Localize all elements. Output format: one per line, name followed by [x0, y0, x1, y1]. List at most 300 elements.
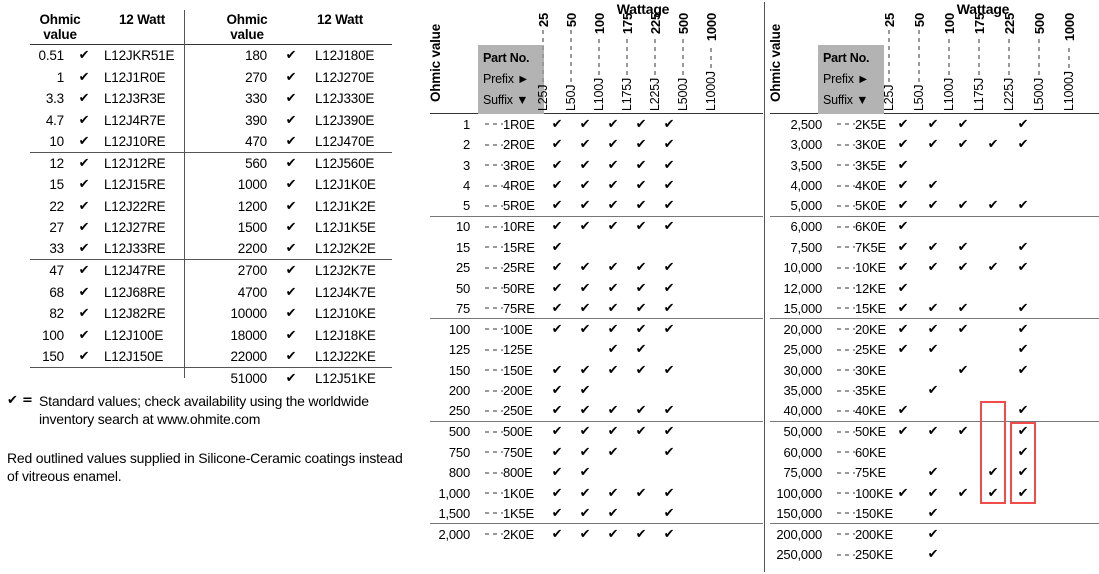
ohmic-value-cell: 47	[49, 263, 64, 279]
check-cell: ✔	[663, 321, 675, 337]
check-cell: ✔	[579, 137, 591, 153]
check-cell: ✔	[579, 198, 591, 214]
dash-leader	[654, 37, 656, 75]
check-cell: ✔	[897, 116, 909, 132]
table-row	[30, 239, 392, 261]
ohmic-value-cell: 10,000	[783, 260, 822, 276]
ohmic-value-cell: 1	[462, 116, 470, 132]
ohmic-value-cell: 51000	[230, 370, 267, 386]
table-row	[30, 368, 392, 390]
ohmic-value-cell: 390	[245, 112, 267, 128]
ohmic-value-axis-label: Ohmic value	[428, 23, 443, 103]
suffix-cell: 4K0E	[855, 178, 887, 194]
check-cell: ✔	[635, 280, 647, 296]
check-cell: ✔	[607, 178, 619, 194]
check-cell: ✔	[579, 444, 591, 460]
wattage-column-header	[592, 13, 606, 111]
dash-leader	[1038, 37, 1040, 75]
check-cell: ✔	[607, 505, 619, 521]
suffix-cell: 250E	[503, 403, 533, 419]
check-cell: ✔	[551, 383, 563, 399]
dash-leader	[837, 144, 855, 146]
check-cell: ✔	[1017, 342, 1029, 358]
table-row	[430, 135, 763, 156]
check-cell: ✔	[579, 383, 591, 399]
suffix-cell: 150E	[503, 362, 533, 378]
wattage-table-header	[770, 0, 1099, 114]
suffix-cell: 5K0E	[855, 198, 887, 214]
check-cell: ✔	[551, 300, 563, 316]
check-cell: ✔	[927, 383, 939, 399]
column-prefix-label: L1000J	[1062, 71, 1076, 111]
column-wattage-label: 50	[563, 13, 579, 28]
dash-leader	[837, 164, 855, 166]
check-cell: ✔	[927, 526, 939, 542]
check-cell: ✔	[551, 280, 563, 296]
column-wattage-label: 500	[1031, 13, 1047, 35]
ohmic-value-cell: 150	[42, 348, 64, 364]
dash-leader	[710, 44, 712, 68]
check-cell: ✔	[1017, 362, 1029, 378]
dash-leader	[485, 410, 503, 412]
check-cell: ✔	[635, 526, 647, 542]
right-arrow-icon: ►	[857, 72, 870, 86]
part-number-cell: L12J3R3E	[104, 91, 166, 107]
wattage-column-header	[704, 13, 718, 111]
ohmic-value-cell: 750	[448, 444, 470, 460]
wattage-column-header	[648, 13, 662, 111]
check-cell: ✔	[579, 526, 591, 542]
table-row	[430, 401, 763, 422]
table-row	[770, 442, 1099, 463]
check-cell: ✔	[957, 116, 969, 132]
dash-leader	[837, 307, 855, 309]
ohmic-value-header: Ohmic value	[226, 12, 268, 42]
suffix-cell: 4R0E	[503, 178, 535, 194]
dash-leader	[837, 451, 855, 453]
check-cell: ✔	[663, 116, 675, 132]
dash-leader	[485, 512, 503, 514]
check-cell: ✔	[957, 198, 969, 214]
dash-leader	[978, 37, 980, 75]
ohmic-value-cell: 560	[245, 155, 267, 171]
down-arrow-icon: ▼	[516, 93, 529, 107]
ohmic-value-cell: 68	[49, 284, 64, 300]
ohmic-value-cell: 4700	[237, 284, 267, 300]
column-prefix-label: L25J	[882, 84, 896, 111]
check-cell: ✔	[663, 505, 675, 521]
dash-leader	[837, 512, 855, 514]
wattage-table-rows	[770, 114, 1099, 565]
table-row	[770, 258, 1099, 279]
part-number-cell: L12J51KE	[315, 370, 376, 386]
check-icon: ✔	[285, 220, 297, 236]
check-cell: ✔	[927, 137, 939, 153]
ohmic-value-cell: 15	[455, 239, 470, 255]
check-icon: ✔	[78, 133, 90, 149]
wattage-column-header	[1032, 13, 1046, 111]
check-cell: ✔	[551, 137, 563, 153]
check-cell: ✔	[897, 424, 909, 440]
ohmic-value-cell: 7,500	[790, 239, 822, 255]
part-number-cell: L12J10RE	[104, 133, 166, 149]
wattage-table-low-values	[430, 0, 763, 574]
part-number-cell: L12J18KE	[315, 327, 376, 343]
ohmic-value-cell: 1	[56, 69, 64, 85]
table-row	[770, 237, 1099, 258]
suffix-cell: 800E	[503, 465, 533, 481]
ohmic-value-header: Ohmic value	[39, 12, 81, 42]
check-cell: ✔	[607, 137, 619, 153]
check-cell: ✔	[551, 198, 563, 214]
dash-leader	[626, 37, 628, 75]
check-icon: ✔	[285, 155, 297, 171]
part-number-cell: L12J100E	[104, 327, 164, 343]
ohmic-value-cell: 2	[462, 137, 470, 153]
check-cell: ✔	[551, 424, 563, 440]
ohmic-value-cell: 1,500	[438, 505, 470, 521]
prefix-label: Prefix ►	[483, 72, 530, 86]
table-row	[770, 422, 1099, 443]
check-icon: ✔	[285, 348, 297, 364]
dash-leader	[837, 390, 855, 392]
check-cell: ✔	[987, 485, 999, 501]
table-row	[430, 258, 763, 279]
standard-values-note	[7, 392, 431, 428]
ohmic-value-cell: 75,000	[783, 465, 822, 481]
suffix-cell: 1K5E	[503, 505, 535, 521]
check-cell: ✔	[607, 260, 619, 276]
check-cell: ✔	[927, 424, 939, 440]
ohmic-value-cell: 4	[462, 178, 470, 194]
check-cell: ✔	[1017, 198, 1029, 214]
suffix-cell: 750E	[503, 444, 533, 460]
prefix-label: Prefix ►	[823, 72, 870, 86]
check-cell: ✔	[579, 280, 591, 296]
suffix-label: Suffix ▼	[823, 93, 869, 107]
column-prefix-label: L500J	[1032, 77, 1046, 111]
check-cell: ✔	[927, 342, 939, 358]
table-row	[30, 325, 392, 347]
dash-leader	[485, 287, 503, 289]
part-number-cell: L12J33RE	[104, 241, 166, 257]
check-cell: ✔	[897, 198, 909, 214]
ohmic-value-cell: 30,000	[783, 362, 822, 378]
check-cell: ✔	[635, 219, 647, 235]
check-icon: ✔	[78, 348, 90, 364]
suffix-cell: 7K5E	[855, 239, 887, 255]
table-row	[30, 110, 392, 132]
part-number-cell: L12J10KE	[315, 306, 376, 322]
check-cell: ✔	[635, 485, 647, 501]
part-number-cell: L12J330E	[315, 91, 375, 107]
check-icon: ✔	[78, 241, 90, 257]
check-cell: ✔	[897, 219, 909, 235]
dash-leader	[837, 287, 855, 289]
column-wattage-label: 1000	[1061, 13, 1077, 42]
dash-leader	[837, 328, 855, 330]
dash-leader	[1068, 44, 1070, 68]
dash-leader	[888, 30, 890, 82]
suffix-cell: 150KE	[855, 505, 894, 521]
part-number-cell: L12J1K0E	[315, 177, 376, 193]
check-cell: ✔	[579, 424, 591, 440]
suffix-cell: 10KE	[855, 260, 887, 276]
check-cell: ✔	[579, 362, 591, 378]
table-row	[30, 88, 392, 110]
check-cell: ✔	[663, 157, 675, 173]
column-prefix-label: L1000J	[704, 71, 718, 111]
check-cell: ✔	[551, 403, 563, 419]
wattage-column-header	[972, 13, 986, 111]
wattage-title: Wattage	[956, 1, 1010, 17]
check-cell: ✔	[579, 321, 591, 337]
check-cell: ✔	[663, 403, 675, 419]
column-wattage-label: 100	[941, 13, 957, 35]
wattage-column-header	[620, 13, 634, 111]
dash-leader	[485, 205, 503, 207]
table-row	[430, 176, 763, 197]
check-cell: ✔	[897, 178, 909, 194]
check-cell: ✔	[579, 178, 591, 194]
wattage-column-header	[942, 13, 956, 111]
suffix-cell: 15RE	[503, 239, 535, 255]
table-row	[430, 504, 763, 525]
check-cell: ✔	[635, 362, 647, 378]
suffix-cell: 3K0E	[855, 137, 887, 153]
suffix-cell: 30KE	[855, 362, 887, 378]
suffix-cell: 50RE	[503, 280, 535, 296]
suffix-cell: 20KE	[855, 321, 887, 337]
check-cell: ✔	[579, 485, 591, 501]
check-icon: ✔	[285, 177, 297, 193]
dash-leader	[837, 492, 855, 494]
part-number-cell: L12J4K7E	[315, 284, 376, 300]
part-number-cell: L12J15RE	[104, 177, 166, 193]
column-prefix-label: L50J	[912, 84, 926, 111]
check-cell: ✔	[551, 239, 563, 255]
ohmic-value-cell: 5,000	[790, 198, 822, 214]
dash-leader	[837, 267, 855, 269]
left-table-b-header	[194, 12, 392, 42]
table-row	[770, 545, 1099, 566]
part-number-cell: L12J4R7E	[104, 112, 166, 128]
check-cell: ✔	[987, 198, 999, 214]
check-cell: ✔	[1017, 485, 1029, 501]
part-number-cell: L12J560E	[315, 155, 375, 171]
check-cell: ✔	[1017, 424, 1029, 440]
suffix-cell: 25RE	[503, 260, 535, 276]
part-number-cell: L12JKR51E	[104, 48, 175, 64]
check-icon: ✔	[285, 263, 297, 279]
check-icon: ✔	[78, 263, 90, 279]
check-cell: ✔	[607, 362, 619, 378]
check-cell: ✔	[987, 260, 999, 276]
column-prefix-label: L225J	[648, 77, 662, 111]
dash-leader	[837, 431, 855, 433]
check-cell: ✔	[987, 465, 999, 481]
ohmic-value-cell: 100	[448, 321, 470, 337]
ohmic-value-cell: 1,000	[438, 485, 470, 501]
check-cell: ✔	[927, 485, 939, 501]
wattage-title: Wattage	[616, 1, 670, 17]
ohmic-value-cell: 50,000	[783, 424, 822, 440]
table-row	[430, 278, 763, 299]
table-row	[770, 360, 1099, 381]
check-cell: ✔	[897, 342, 909, 358]
ohmic-value-cell: 1500	[237, 220, 267, 236]
ohmic-value-cell: 35,000	[783, 383, 822, 399]
table-row	[770, 401, 1099, 422]
table-row	[430, 483, 763, 504]
check-cell: ✔	[635, 342, 647, 358]
check-cell: ✔	[957, 321, 969, 337]
dash-leader	[485, 164, 503, 166]
check-cell: ✔	[1017, 116, 1029, 132]
check-cell: ✔	[1017, 137, 1029, 153]
check-cell: ✔	[927, 116, 939, 132]
suffix-cell: 3K5E	[855, 157, 887, 173]
check-icon: ✔	[285, 241, 297, 257]
ohmic-value-cell: 3	[462, 157, 470, 173]
table-row	[770, 176, 1099, 197]
table-row	[770, 278, 1099, 299]
check-cell: ✔	[987, 137, 999, 153]
wattage-column-headers	[770, 0, 1099, 113]
table-row	[430, 340, 763, 361]
dash-leader	[837, 246, 855, 248]
check-cell: ✔	[635, 198, 647, 214]
ohmic-value-cell: 150	[448, 362, 470, 378]
check-cell: ✔	[1017, 239, 1029, 255]
suffix-cell: 75KE	[855, 465, 887, 481]
column-wattage-label: 175	[619, 13, 635, 35]
ohmic-value-cell: 20,000	[783, 321, 822, 337]
dash-leader	[485, 307, 503, 309]
column-wattage-label: 500	[675, 13, 691, 35]
check-cell: ✔	[957, 137, 969, 153]
check-cell: ✔	[663, 260, 675, 276]
column-prefix-label: L175J	[620, 77, 634, 111]
check-cell: ✔	[927, 260, 939, 276]
check-cell: ✔	[607, 280, 619, 296]
check-cell: ✔	[1017, 260, 1029, 276]
table-row	[30, 131, 392, 153]
suffix-cell: 2K5E	[855, 116, 887, 132]
ohmic-value-cell: 6,000	[790, 219, 822, 235]
wattage-table-high-values	[770, 0, 1099, 574]
dash-leader	[485, 267, 503, 269]
table-row	[30, 260, 392, 282]
check-cell: ✔	[897, 280, 909, 296]
check-icon: ✔	[285, 306, 297, 322]
ohmic-value-cell: 12	[49, 155, 64, 171]
twelve-watt-header: 12 Watt	[118, 12, 166, 27]
table-row	[30, 346, 392, 368]
column-prefix-label: L25J	[536, 84, 550, 111]
table-row	[770, 504, 1099, 525]
check-cell: ✔	[663, 300, 675, 316]
check-cell: ✔	[579, 403, 591, 419]
part-number-cell: L12J470E	[315, 133, 375, 149]
dash-leader	[485, 144, 503, 146]
check-cell: ✔	[607, 219, 619, 235]
ohmic-value-cell: 50	[455, 280, 470, 296]
check-cell: ✔	[607, 342, 619, 358]
table-row	[770, 299, 1099, 320]
silicone-ceramic-outline	[1010, 422, 1036, 504]
check-cell: ✔	[635, 157, 647, 173]
check-cell: ✔	[607, 321, 619, 337]
check-cell: ✔	[607, 116, 619, 132]
check-cell: ✔	[607, 403, 619, 419]
column-wattage-label: 100	[591, 13, 607, 35]
check-icon: ✔	[78, 91, 90, 107]
check-cell: ✔	[1017, 321, 1029, 337]
check-cell: ✔	[957, 260, 969, 276]
ohmic-value-cell: 180	[245, 48, 267, 64]
check-cell: ✔	[663, 485, 675, 501]
check-cell: ✔	[635, 300, 647, 316]
table-row	[770, 483, 1099, 504]
column-prefix-label: L175J	[972, 77, 986, 111]
table-row	[30, 217, 392, 239]
suffix-cell: 100E	[503, 321, 533, 337]
check-icon: ✔	[78, 48, 90, 64]
check-icon: ✔	[78, 220, 90, 236]
check-cell: ✔	[663, 362, 675, 378]
check-cell: ✔	[897, 403, 909, 419]
wattage-column-header	[536, 13, 550, 111]
suffix-label: Suffix ▼	[483, 93, 529, 107]
part-number-cell: L12J27RE	[104, 220, 166, 236]
dash-leader	[948, 37, 950, 75]
table-row	[430, 217, 763, 238]
check-cell: ✔	[635, 424, 647, 440]
ohmic-value-cell: 15,000	[783, 300, 822, 316]
check-cell: ✔	[551, 526, 563, 542]
check-cell: ✔	[551, 260, 563, 276]
column-wattage-label: 225	[1001, 13, 1017, 35]
table-row	[430, 299, 763, 320]
silicone-ceramic-outline	[980, 401, 1006, 504]
check-cell: ✔	[579, 465, 591, 481]
table-row	[770, 340, 1099, 361]
check-icon: ✔	[285, 198, 297, 214]
ohmic-value-cell: 3.3	[45, 91, 64, 107]
suffix-cell: 15KE	[855, 300, 887, 316]
check-cell: ✔	[579, 116, 591, 132]
dash-leader	[485, 390, 503, 392]
dash-leader	[682, 37, 684, 75]
wattage-column-header	[882, 13, 896, 111]
suffix-cell: 125E	[503, 342, 533, 358]
left-table-rows	[30, 45, 392, 389]
check-icon: ✔	[285, 133, 297, 149]
dash-leader	[837, 205, 855, 207]
ohmic-value-cell: 0.51	[38, 48, 64, 64]
ohmic-value-axis-label: Ohmic value	[768, 23, 783, 103]
ohmic-value-cell: 12,000	[783, 280, 822, 296]
table-row	[430, 155, 763, 176]
table-row	[430, 463, 763, 484]
check-cell: ✔	[551, 321, 563, 337]
suffix-cell: 2K0E	[503, 526, 535, 542]
check-cell: ✔	[607, 424, 619, 440]
check-icon: ✔	[285, 370, 297, 386]
check-cell: ✔	[551, 444, 563, 460]
dash-leader	[485, 533, 503, 535]
